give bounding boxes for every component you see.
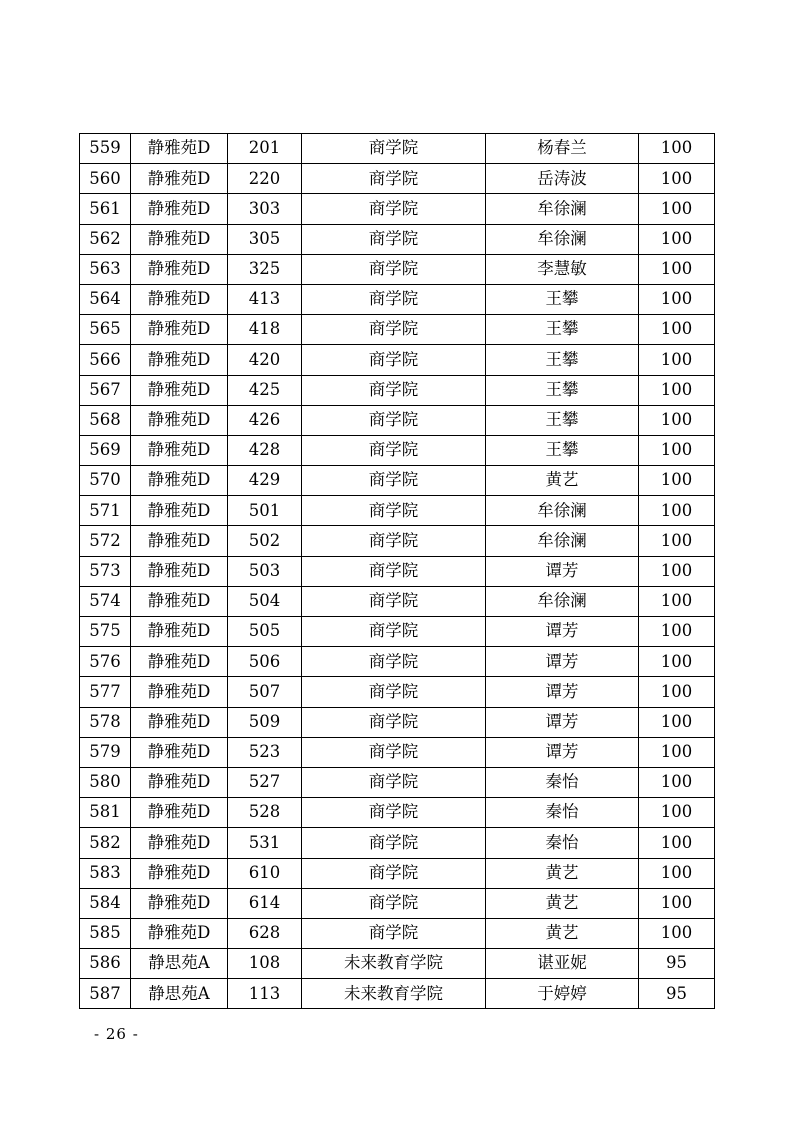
- cell-room: 523: [228, 737, 302, 767]
- table-body: [80, 134, 715, 1009]
- cell-number: 565: [80, 315, 131, 345]
- cell-building: 静思苑A: [131, 979, 228, 1009]
- cell-room: 628: [228, 918, 302, 948]
- cell-building: 静雅苑D: [131, 647, 228, 677]
- cell-score: 100: [639, 526, 715, 556]
- cell-person: 牟徐澜: [486, 526, 639, 556]
- cell-college: 商学院: [302, 254, 486, 284]
- cell-room: 531: [228, 828, 302, 858]
- table-row: [80, 767, 715, 797]
- table-row: [80, 586, 715, 616]
- cell-college: 商学院: [302, 194, 486, 224]
- cell-person: 黄艺: [486, 466, 639, 496]
- cell-college: 商学院: [302, 435, 486, 465]
- cell-person: 牟徐澜: [486, 224, 639, 254]
- cell-building: 静雅苑D: [131, 737, 228, 767]
- cell-room: 614: [228, 888, 302, 918]
- cell-number: 570: [80, 466, 131, 496]
- cell-score: 100: [639, 828, 715, 858]
- table-row: [80, 194, 715, 224]
- cell-building: 静雅苑D: [131, 315, 228, 345]
- table-row: [80, 315, 715, 345]
- table-row: [80, 617, 715, 647]
- cell-room: 413: [228, 284, 302, 314]
- cell-room: 113: [228, 979, 302, 1009]
- cell-person: 王攀: [486, 284, 639, 314]
- cell-person: 谭芳: [486, 647, 639, 677]
- table-row: [80, 677, 715, 707]
- cell-building: 静雅苑D: [131, 194, 228, 224]
- cell-number: 566: [80, 345, 131, 375]
- cell-person: 王攀: [486, 315, 639, 345]
- table-row: [80, 254, 715, 284]
- cell-building: 静雅苑D: [131, 435, 228, 465]
- cell-room: 507: [228, 677, 302, 707]
- table-row: [80, 949, 715, 979]
- table-row: [80, 375, 715, 405]
- cell-person: 于婷婷: [486, 979, 639, 1009]
- table-row: [80, 345, 715, 375]
- cell-college: 商学院: [302, 918, 486, 948]
- cell-score: 100: [639, 134, 715, 164]
- table-row: [80, 496, 715, 526]
- cell-person: 谭芳: [486, 617, 639, 647]
- cell-college: 商学院: [302, 677, 486, 707]
- cell-person: 秦怡: [486, 828, 639, 858]
- cell-person: 谭芳: [486, 707, 639, 737]
- cell-person: 王攀: [486, 435, 639, 465]
- cell-score: 100: [639, 284, 715, 314]
- cell-building: 静雅苑D: [131, 375, 228, 405]
- cell-room: 418: [228, 315, 302, 345]
- cell-college: 商学院: [302, 888, 486, 918]
- cell-number: 581: [80, 798, 131, 828]
- table-row: [80, 647, 715, 677]
- cell-room: 501: [228, 496, 302, 526]
- cell-building: 静雅苑D: [131, 224, 228, 254]
- table-row: [80, 556, 715, 586]
- cell-room: 108: [228, 949, 302, 979]
- cell-building: 静雅苑D: [131, 284, 228, 314]
- cell-person: 谌亚妮: [486, 949, 639, 979]
- cell-building: 静雅苑D: [131, 466, 228, 496]
- cell-score: 100: [639, 586, 715, 616]
- table-row: [80, 405, 715, 435]
- table-row: [80, 707, 715, 737]
- table-row: [80, 858, 715, 888]
- cell-college: 商学院: [302, 375, 486, 405]
- cell-person: 谭芳: [486, 556, 639, 586]
- cell-building: 静雅苑D: [131, 677, 228, 707]
- page-number: - 26 -: [94, 1025, 139, 1043]
- cell-college: 未来教育学院: [302, 979, 486, 1009]
- cell-score: 100: [639, 677, 715, 707]
- cell-number: 559: [80, 134, 131, 164]
- cell-person: 牟徐澜: [486, 496, 639, 526]
- cell-score: 100: [639, 617, 715, 647]
- cell-score: 100: [639, 737, 715, 767]
- table-row: [80, 737, 715, 767]
- cell-college: 商学院: [302, 586, 486, 616]
- cell-building: 静雅苑D: [131, 767, 228, 797]
- cell-room: 504: [228, 586, 302, 616]
- cell-person: 王攀: [486, 405, 639, 435]
- cell-room: 429: [228, 466, 302, 496]
- cell-building: 静雅苑D: [131, 526, 228, 556]
- table-row: [80, 888, 715, 918]
- cell-building: 静雅苑D: [131, 858, 228, 888]
- cell-person: 黄艺: [486, 858, 639, 888]
- cell-person: 王攀: [486, 345, 639, 375]
- cell-college: 商学院: [302, 556, 486, 586]
- cell-number: 582: [80, 828, 131, 858]
- cell-building: 静雅苑D: [131, 888, 228, 918]
- cell-person: 谭芳: [486, 677, 639, 707]
- cell-score: 95: [639, 949, 715, 979]
- cell-person: 李慧敏: [486, 254, 639, 284]
- cell-score: 100: [639, 466, 715, 496]
- cell-number: 563: [80, 254, 131, 284]
- cell-college: 商学院: [302, 707, 486, 737]
- cell-room: 503: [228, 556, 302, 586]
- cell-room: 305: [228, 224, 302, 254]
- cell-score: 100: [639, 888, 715, 918]
- cell-college: 商学院: [302, 466, 486, 496]
- cell-number: 575: [80, 617, 131, 647]
- cell-person: 秦怡: [486, 767, 639, 797]
- cell-number: 583: [80, 858, 131, 888]
- cell-building: 静雅苑D: [131, 496, 228, 526]
- cell-number: 578: [80, 707, 131, 737]
- cell-number: 587: [80, 979, 131, 1009]
- cell-person: 秦怡: [486, 798, 639, 828]
- cell-college: 商学院: [302, 647, 486, 677]
- cell-room: 325: [228, 254, 302, 284]
- cell-room: 502: [228, 526, 302, 556]
- cell-room: 528: [228, 798, 302, 828]
- table-row: [80, 798, 715, 828]
- cell-number: 586: [80, 949, 131, 979]
- table-row: [80, 979, 715, 1009]
- cell-room: 527: [228, 767, 302, 797]
- cell-score: 100: [639, 315, 715, 345]
- cell-score: 100: [639, 164, 715, 194]
- cell-person: 岳涛波: [486, 164, 639, 194]
- cell-building: 静雅苑D: [131, 254, 228, 284]
- table-row: [80, 435, 715, 465]
- table-row: [80, 466, 715, 496]
- table-row: [80, 828, 715, 858]
- cell-room: 505: [228, 617, 302, 647]
- dormitory-table: [79, 133, 715, 1009]
- cell-building: 静雅苑D: [131, 586, 228, 616]
- cell-college: 商学院: [302, 767, 486, 797]
- cell-building: 静思苑A: [131, 949, 228, 979]
- cell-college: 商学院: [302, 164, 486, 194]
- cell-building: 静雅苑D: [131, 828, 228, 858]
- table-row: [80, 918, 715, 948]
- cell-college: 商学院: [302, 526, 486, 556]
- cell-score: 100: [639, 405, 715, 435]
- cell-room: 610: [228, 858, 302, 888]
- cell-building: 静雅苑D: [131, 345, 228, 375]
- cell-number: 567: [80, 375, 131, 405]
- cell-college: 商学院: [302, 224, 486, 254]
- cell-room: 420: [228, 345, 302, 375]
- cell-score: 100: [639, 254, 715, 284]
- cell-college: 商学院: [302, 134, 486, 164]
- table-row: [80, 134, 715, 164]
- cell-building: 静雅苑D: [131, 918, 228, 948]
- cell-person: 牟徐澜: [486, 194, 639, 224]
- cell-room: 506: [228, 647, 302, 677]
- cell-person: 王攀: [486, 375, 639, 405]
- cell-building: 静雅苑D: [131, 134, 228, 164]
- cell-room: 220: [228, 164, 302, 194]
- cell-college: 商学院: [302, 284, 486, 314]
- cell-college: 商学院: [302, 496, 486, 526]
- cell-building: 静雅苑D: [131, 617, 228, 647]
- cell-score: 100: [639, 556, 715, 586]
- cell-number: 574: [80, 586, 131, 616]
- cell-college: 商学院: [302, 617, 486, 647]
- cell-number: 564: [80, 284, 131, 314]
- cell-college: 商学院: [302, 798, 486, 828]
- cell-room: 201: [228, 134, 302, 164]
- cell-college: 未来教育学院: [302, 949, 486, 979]
- cell-person: 黄艺: [486, 888, 639, 918]
- cell-score: 100: [639, 767, 715, 797]
- cell-number: 577: [80, 677, 131, 707]
- cell-building: 静雅苑D: [131, 164, 228, 194]
- cell-room: 426: [228, 405, 302, 435]
- cell-score: 100: [639, 496, 715, 526]
- cell-number: 579: [80, 737, 131, 767]
- cell-number: 573: [80, 556, 131, 586]
- cell-building: 静雅苑D: [131, 798, 228, 828]
- cell-college: 商学院: [302, 405, 486, 435]
- cell-number: 561: [80, 194, 131, 224]
- table-row: [80, 284, 715, 314]
- cell-score: 100: [639, 435, 715, 465]
- cell-score: 100: [639, 375, 715, 405]
- cell-college: 商学院: [302, 345, 486, 375]
- cell-score: 100: [639, 858, 715, 888]
- cell-room: 509: [228, 707, 302, 737]
- cell-number: 580: [80, 767, 131, 797]
- cell-score: 100: [639, 224, 715, 254]
- cell-college: 商学院: [302, 315, 486, 345]
- cell-college: 商学院: [302, 858, 486, 888]
- cell-number: 572: [80, 526, 131, 556]
- cell-room: 425: [228, 375, 302, 405]
- cell-building: 静雅苑D: [131, 707, 228, 737]
- cell-number: 584: [80, 888, 131, 918]
- cell-building: 静雅苑D: [131, 405, 228, 435]
- cell-person: 杨春兰: [486, 134, 639, 164]
- cell-number: 571: [80, 496, 131, 526]
- table-row: [80, 526, 715, 556]
- cell-number: 560: [80, 164, 131, 194]
- cell-college: 商学院: [302, 828, 486, 858]
- cell-number: 585: [80, 918, 131, 948]
- cell-score: 100: [639, 918, 715, 948]
- cell-person: 牟徐澜: [486, 586, 639, 616]
- cell-number: 568: [80, 405, 131, 435]
- cell-score: 95: [639, 979, 715, 1009]
- cell-person: 谭芳: [486, 737, 639, 767]
- cell-person: 黄艺: [486, 918, 639, 948]
- cell-room: 428: [228, 435, 302, 465]
- table-row: [80, 164, 715, 194]
- cell-score: 100: [639, 194, 715, 224]
- cell-score: 100: [639, 798, 715, 828]
- cell-building: 静雅苑D: [131, 556, 228, 586]
- table-row: [80, 224, 715, 254]
- cell-college: 商学院: [302, 737, 486, 767]
- cell-room: 303: [228, 194, 302, 224]
- cell-number: 569: [80, 435, 131, 465]
- cell-score: 100: [639, 345, 715, 375]
- cell-score: 100: [639, 707, 715, 737]
- cell-number: 576: [80, 647, 131, 677]
- cell-score: 100: [639, 647, 715, 677]
- cell-number: 562: [80, 224, 131, 254]
